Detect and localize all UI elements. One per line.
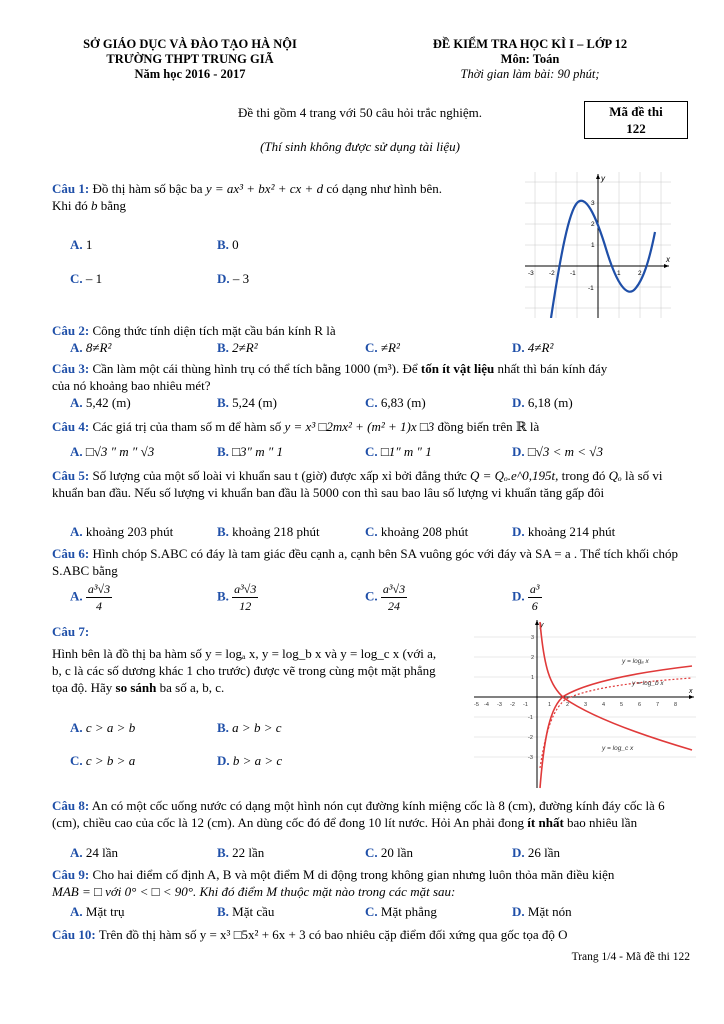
svg-text:1: 1: [617, 270, 621, 277]
cubic-graph: [525, 172, 671, 318]
question-2: Câu 2: Công thức tính diện tích mặt cầu bán kính R là: [52, 323, 336, 338]
q8-option-c[interactable]: C. 20 lần: [365, 845, 414, 860]
svg-text:-2: -2: [510, 702, 515, 708]
svg-text:-4: -4: [484, 702, 489, 708]
exam-title: ĐỀ KIỂM TRA HỌC KÌ I – LỚP 12: [432, 37, 628, 51]
school-year: Năm học 2016 - 2017: [134, 67, 246, 81]
q4-option-c[interactable]: C. □1″ m ″ 1: [365, 444, 432, 459]
q8-option-a[interactable]: A. 24 lần: [70, 845, 119, 860]
svg-text:1: 1: [531, 675, 535, 681]
q1-option-a[interactable]: A. 1: [70, 237, 93, 252]
exam-subject: Môn: Toán: [500, 52, 560, 66]
q7-option-a[interactable]: A. c > a > b: [70, 720, 136, 735]
svg-text:-3: -3: [528, 270, 534, 277]
q2-option-c[interactable]: C. ≠R²: [365, 340, 400, 355]
q2-option-b[interactable]: B. 2≠R²: [217, 340, 258, 355]
svg-text:-1: -1: [588, 285, 594, 292]
svg-text:2: 2: [566, 702, 570, 708]
svg-text:4: 4: [602, 702, 606, 708]
svg-text:2: 2: [531, 655, 535, 661]
q3-option-b[interactable]: B. 5,24 (m): [217, 395, 277, 410]
svg-text:y = logₐ x: y = logₐ x: [622, 658, 649, 665]
q9-option-a[interactable]: A. Mặt trụ: [70, 904, 125, 919]
svg-text:-3: -3: [497, 702, 502, 708]
svg-text:7: 7: [656, 702, 660, 708]
q7-option-c[interactable]: C. c > b > a: [70, 753, 136, 768]
question-7-label: Câu 7:: [52, 624, 90, 639]
q9-option-c[interactable]: C. Mặt phẳng: [365, 904, 437, 919]
svg-text:2: 2: [591, 221, 595, 228]
svg-text:2: 2: [638, 270, 642, 277]
q1-option-c[interactable]: C. – 1: [70, 271, 103, 286]
q7-option-d[interactable]: D. b > a > c: [217, 753, 283, 768]
q5-option-c[interactable]: C. khoảng 208 phút: [365, 524, 469, 539]
q2-option-a[interactable]: A. 8≠R²: [70, 340, 112, 355]
svg-text:x: x: [666, 255, 670, 264]
q4-option-d[interactable]: D. □√3 < m < √3: [512, 444, 603, 459]
q6-option-a[interactable]: A. $\frac{\text{a³√3}}{4}$: [70, 582, 111, 613]
svg-text:1: 1: [591, 242, 595, 249]
q5-option-a[interactable]: A. khoảng 203 phút: [70, 524, 174, 539]
svg-text:y: y: [601, 174, 605, 183]
log-graph: [474, 618, 696, 790]
question-4: Câu 4: Các giá trị của tham số m để hàm số y = x³ □2mx² + (m² + 1)x □3 đồng biến trên ℝ là: [52, 419, 540, 434]
svg-text:-2: -2: [549, 270, 555, 277]
q1-option-b[interactable]: B. 0: [217, 237, 239, 252]
q3-option-a[interactable]: A. 5,42 (m): [70, 395, 131, 410]
svg-text:-1: -1: [528, 715, 533, 721]
svg-text:-3: -3: [528, 755, 533, 761]
question-10: Câu 10: Trên đồ thị hàm số y = x³ □5x² + 6x + 3 có bao nhiêu cặp điểm đối xứng qua gốc tọa độ O: [52, 927, 568, 942]
question-3: Câu 3: Cần làm một cái thùng hình trụ có thể tích bằng 1000 (m³). Để tốn ít vật liệu nhất thì bán kính đáy của nó khoảng bao nhiêu mét?: [52, 361, 608, 394]
svg-text:3: 3: [531, 635, 535, 641]
exam-code-box: [584, 101, 688, 139]
q8-option-d[interactable]: D. 26 lần: [512, 845, 561, 860]
exam-intro: Đề thi gồm 4 trang với 50 câu hỏi trắc nghiệm.: [237, 105, 483, 120]
exam-note: (Thí sinh không được sử dụng tài liệu): [260, 139, 460, 154]
q6-option-b[interactable]: B. $\frac{\text{a³√3}}{12}$: [217, 582, 257, 613]
q9-option-b[interactable]: B. Mặt cầu: [217, 904, 275, 919]
question-7: Hình bên là đồ thị ba hàm số y = logₐ x, y = log_b x và y = log_c x (với a, b, c là các số dương khác 1 cho trước) được vẽ trong cùng một mặt phẳng tọa độ. Hãy so sánh ba số a, b, c.: [52, 646, 437, 696]
q9-option-d[interactable]: D. Mặt nón: [512, 904, 572, 919]
question-5: Câu 5: Số lượng của một số loài vi khuẩn sau t (giờ) được xấp xỉ bởi đẳng thức Q = Qₒ.e^0,195t, trong đó Qₒ là số vi khuẩn ban đầu. Nếu số lượng vi khuẩn ban đầu là 5000 con thì sau bao lâu số lượng vi khuẩn tăng gấp đôi: [52, 468, 663, 501]
question-1: Câu 1: Đồ thị hàm số bậc ba y = ax³ + bx² + cx + d có dạng như hình bên. Khi đó b bằng: [52, 181, 443, 214]
svg-text:3: 3: [584, 702, 588, 708]
svg-text:y = log_b x: y = log_b x: [632, 680, 664, 687]
q2-option-d[interactable]: D. 4≠R²: [512, 340, 554, 355]
q3-option-d[interactable]: D. 6,18 (m): [512, 395, 573, 410]
q1-option-d[interactable]: D. – 3: [217, 271, 250, 286]
exam-code-value: 122: [626, 120, 646, 136]
q4-option-b[interactable]: B. □3″ m ″ 1: [217, 444, 283, 459]
question-9: Câu 9: Cho hai điểm cố định A, B và một điểm M di động trong không gian nhưng luôn thỏa mãn điều kiện MAB = □ với 0° < □ < 90°. Khi đó điểm M thuộc mặt nào trong các mặt sau:: [52, 867, 615, 900]
q5-option-b[interactable]: B. khoảng 218 phút: [217, 524, 320, 539]
page-footer: Trang 1/4 - Mã đề thi 122: [571, 951, 690, 963]
q7-option-b[interactable]: B. a > b > c: [217, 720, 282, 735]
q3-option-c[interactable]: C. 6,83 (m): [365, 395, 426, 410]
svg-text:-5: -5: [474, 702, 479, 708]
svg-text:-1: -1: [570, 270, 576, 277]
svg-text:1: 1: [548, 702, 552, 708]
school-name: TRƯỜNG THPT TRUNG GIÃ: [106, 52, 274, 66]
q6-option-c[interactable]: C. $\frac{\text{a³√3}}{24}$: [365, 582, 406, 613]
svg-text:-2: -2: [528, 735, 533, 741]
q4-option-a[interactable]: A. □√3 ″ m ″ √3: [70, 444, 155, 459]
svg-text:8: 8: [674, 702, 678, 708]
svg-text:y: y: [540, 622, 544, 629]
svg-text:x: x: [689, 688, 693, 695]
svg-text:5: 5: [620, 702, 624, 708]
svg-text:-1: -1: [523, 702, 528, 708]
q6-option-d[interactable]: D. $\frac{\text{a³}}{6}$: [512, 582, 540, 613]
svg-text:3: 3: [591, 200, 595, 207]
exam-duration: Thời gian làm bài: 90 phút;: [460, 67, 600, 81]
exam-code-label: Mã đề thi: [609, 104, 663, 119]
q8-option-b[interactable]: B. 22 lần: [217, 845, 265, 860]
svg-text:y = log_c x: y = log_c x: [602, 745, 634, 752]
svg-text:6: 6: [638, 702, 642, 708]
school-department: SỞ GIÁO DỤC VÀ ĐÀO TẠO HÀ NỘI: [83, 37, 297, 51]
q5-option-d[interactable]: D. khoảng 214 phút: [512, 524, 616, 539]
question-8: Câu 8: An có một cốc uống nước có dạng một hình nón cụt đường kính miệng cốc là 8 (cm), đường kính đáy cốc là 6 (cm), chiều cao của cốc là 12 (cm). An dùng cốc đó để đong 10 lít nước. Hỏi An phải đong ít nhất bao nhiêu lần: [52, 798, 665, 831]
question-6: Câu 6: Hình chóp S.ABC có đáy là tam giác đều cạnh a, cạnh bên SA vuông góc với đáy và SA = a . Thể tích khối chóp S.ABC bằng: [52, 546, 678, 579]
